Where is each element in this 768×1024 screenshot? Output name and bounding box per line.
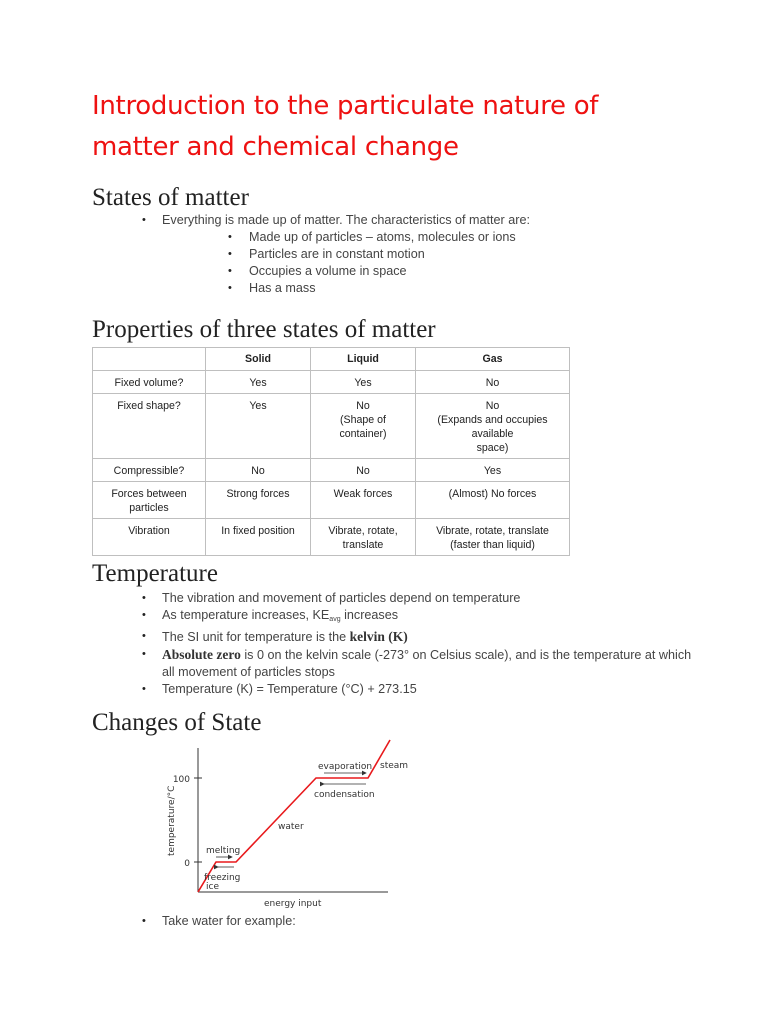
table-cell: Fixed volume? (93, 371, 206, 394)
properties-table (92, 347, 570, 556)
freezing-label: freezing (204, 873, 241, 883)
table-row (93, 371, 570, 394)
table-row (93, 482, 570, 519)
steam-label: steam (380, 761, 409, 771)
table-cell: Yes (311, 371, 416, 394)
table-row (93, 394, 570, 459)
heating-curve-graph (160, 736, 420, 912)
table-cell: No (416, 371, 570, 394)
table-row (93, 519, 570, 556)
evaporation-label: evaporation (318, 762, 373, 772)
table-cell: Vibrate, rotate, translate (311, 519, 416, 556)
melting-label: melting (206, 846, 241, 856)
matter-characteristics-list (226, 229, 686, 297)
table-cell: No (Shape of container) (311, 394, 416, 459)
properties-heading: Properties of three states of matter (92, 316, 436, 343)
temperature-heading: Temperature (92, 560, 218, 587)
table-cell: No (Expands and occupies available space) (416, 394, 570, 459)
table-header-row (93, 348, 570, 371)
y-tick-label-100: 100 (172, 775, 190, 785)
table-cell: Vibration (93, 519, 206, 556)
list-item: • As temperature increases, $KE_{avg}$ increases (92, 607, 692, 628)
list-item: • The vibration and movement of particles depend on temperature (92, 590, 692, 607)
temperature-list (92, 590, 692, 698)
condensation-label: condensation (314, 790, 375, 800)
y-axis-label: temperature/°C (167, 785, 177, 856)
table-cell: Weak forces (311, 482, 416, 519)
list-item: • Made up of particles – atoms, molecules or ions (226, 229, 686, 246)
table-cell: No (311, 459, 416, 482)
water-label: water (278, 822, 304, 832)
table-cell: (Almost) No forces (416, 482, 570, 519)
list-item: • Temperature (K) = Temperature (°C) + 273.15 (92, 681, 692, 698)
list-item: • Take water for example: (92, 913, 692, 930)
table-cell: Forces between particles (93, 482, 206, 519)
table-cell: No (206, 459, 311, 482)
y-tick-label-0: 0 (184, 859, 190, 869)
states-intro: • Everything is made up of matter. The characteristics of matter are: (92, 212, 692, 229)
table-cell: Fixed shape? (93, 394, 206, 459)
list-item: • The SI unit for temperature is the kelvin (K) (92, 628, 692, 646)
table-cell: Yes (416, 459, 570, 482)
table-cell: Strong forces (206, 482, 311, 519)
states-heading: States of matter (92, 184, 249, 211)
table-header-cell: Solid (206, 348, 311, 371)
table-cell: Compressible? (93, 459, 206, 482)
table-row (93, 459, 570, 482)
page-title: Introduction to the particulate nature of matter and chemical change (92, 91, 599, 162)
list-item: • Particles are in constant motion (226, 246, 686, 263)
changes-heading: Changes of State (92, 709, 262, 736)
table-header-cell: Gas (416, 348, 570, 371)
table-cell: Yes (206, 371, 311, 394)
list-item: • Absolute zero is 0 on the kelvin scale (-273° on Celsius scale), and is the temperature at which all movement of particles stops (92, 646, 692, 681)
table-cell: Yes (206, 394, 311, 459)
table-header-cell: Liquid (311, 348, 416, 371)
table-cell: In fixed position (206, 519, 311, 556)
table-header-cell (93, 348, 206, 371)
list-item: • Has a mass (226, 280, 686, 297)
list-item: • Occupies a volume in space (226, 263, 686, 280)
states-list (92, 212, 692, 229)
x-axis-label: energy input (264, 899, 322, 909)
changes-list (92, 913, 692, 930)
ice-label: ice (206, 882, 219, 892)
table-cell: Vibrate, rotate, translate (faster than liquid) (416, 519, 570, 556)
